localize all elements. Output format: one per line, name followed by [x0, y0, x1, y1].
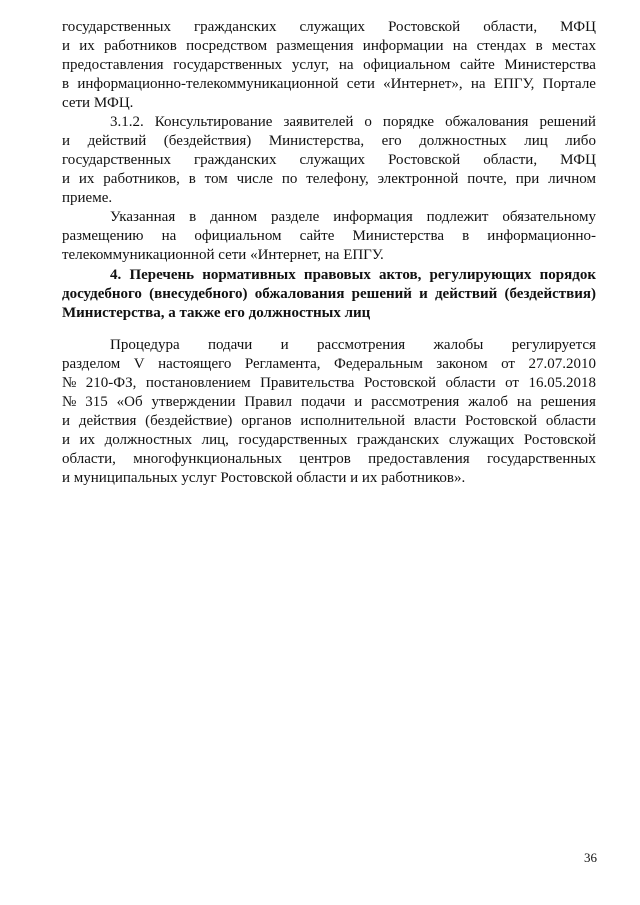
word: (бездействия)	[163, 133, 252, 149]
word: государственных	[62, 152, 171, 168]
word: порядке	[382, 114, 435, 130]
word: Ростовской	[523, 432, 596, 448]
word: обязательному	[502, 209, 596, 225]
word: области,	[483, 19, 538, 35]
word: (бездействие)	[145, 413, 233, 429]
word: рассмотрения	[371, 394, 460, 410]
word: и	[419, 286, 428, 302]
paragraph-line: телекоммуникационной сети «Интернет, на ЕПГУ.	[62, 247, 384, 263]
word: личном	[548, 171, 596, 187]
paragraph-line	[62, 151, 596, 170]
word: решений	[539, 114, 596, 130]
word: предоставления	[62, 57, 164, 73]
word: посредством	[186, 38, 268, 54]
word: решений	[351, 286, 412, 302]
word: Ростовской	[388, 19, 461, 35]
word: области,	[62, 451, 116, 467]
word: Правительства	[260, 375, 355, 391]
word: №	[62, 375, 77, 391]
word: Указанная	[110, 209, 176, 225]
word: официальном	[363, 57, 451, 73]
paragraph-line	[62, 37, 596, 56]
word: их	[79, 38, 95, 54]
word: государственных	[238, 432, 348, 448]
paragraph-line	[62, 431, 596, 450]
word: Ростовской	[363, 375, 437, 391]
word: лиц	[524, 133, 548, 149]
word: законом	[436, 356, 488, 372]
word: и	[62, 413, 71, 429]
word: почте,	[467, 171, 507, 187]
word: обжалования	[254, 286, 345, 302]
paragraph-line: сети МФЦ.	[62, 95, 134, 111]
section-heading: Министерства, а также его должностных лиц	[62, 305, 371, 321]
word: официальном	[194, 228, 282, 244]
word: в	[62, 76, 70, 92]
word: рассмотрения	[317, 337, 406, 353]
word: в	[535, 38, 543, 54]
word: данном	[210, 209, 258, 225]
word: о	[364, 114, 372, 130]
word: «Интернет»,	[383, 76, 463, 92]
word: информации	[362, 38, 444, 54]
word: подачи	[207, 337, 253, 353]
word: (бездействия)	[504, 286, 596, 302]
word: центров	[299, 451, 351, 467]
word: регулируется	[511, 337, 596, 353]
word: ЕПГУ,	[493, 76, 535, 92]
word: 210-ФЗ,	[85, 375, 137, 391]
word: (внесудебного)	[149, 286, 248, 302]
word: служащих	[299, 19, 366, 35]
word: гражданских	[194, 152, 277, 168]
section-heading	[62, 285, 596, 304]
word: подлежит	[426, 209, 489, 225]
word: работников	[104, 38, 177, 54]
word: области,	[483, 152, 538, 168]
paragraph-line	[62, 450, 596, 469]
word: исполнительной	[300, 413, 406, 429]
word: том	[204, 171, 228, 187]
word: работников,	[103, 171, 180, 187]
word: телефону,	[306, 171, 369, 187]
word: служащих	[448, 432, 515, 448]
word: разделом	[62, 356, 121, 372]
paragraph-line	[62, 393, 596, 412]
word: правовых	[303, 267, 371, 283]
word: сайте	[459, 57, 495, 73]
word: на	[516, 394, 532, 410]
word: МФЦ	[560, 152, 596, 168]
word: 3.1.2.	[110, 114, 144, 130]
word: на	[338, 57, 354, 73]
word: должностных	[104, 432, 193, 448]
word: государственных	[173, 57, 283, 73]
word: и	[62, 133, 71, 149]
word: на	[452, 38, 468, 54]
paragraph-line	[62, 56, 596, 75]
page-number: 36	[584, 850, 597, 865]
paragraph-line: приеме.	[62, 190, 113, 206]
word: числе	[236, 171, 273, 187]
paragraph-line	[62, 132, 596, 151]
word: 4.	[110, 267, 122, 283]
word: Федеральным	[334, 356, 423, 372]
word: при	[515, 171, 540, 187]
word: Регламента,	[244, 356, 321, 372]
word: жалобы	[433, 337, 484, 353]
word: Консультирование	[154, 114, 273, 130]
paragraph-line	[62, 374, 596, 393]
word: №	[62, 394, 77, 410]
word: сайте	[299, 228, 335, 244]
word: размещения	[276, 38, 354, 54]
word: подачи	[300, 394, 346, 410]
word: и	[62, 432, 71, 448]
word: гражданских	[194, 19, 277, 35]
word: от	[501, 356, 515, 372]
word: и	[62, 38, 71, 54]
paragraph-line	[62, 18, 596, 37]
paragraph-line	[110, 113, 596, 132]
word: регулирующих	[429, 267, 532, 283]
word: разделе	[271, 209, 320, 225]
word: и	[354, 394, 363, 410]
word: по	[281, 171, 298, 187]
word: органов	[241, 413, 292, 429]
word: услуг,	[291, 57, 330, 73]
word: заявителей	[283, 114, 354, 130]
word: их	[79, 432, 96, 448]
word: Ростовской	[388, 152, 461, 168]
word: Министерства,	[268, 133, 365, 149]
word: сети	[346, 76, 375, 92]
word: многофункциональных	[133, 451, 282, 467]
word: государственных	[487, 451, 596, 467]
word: 315	[85, 394, 108, 410]
word: Процедура	[110, 337, 180, 353]
word: Ростовской	[464, 413, 538, 429]
word: досудебного	[62, 286, 142, 302]
word: информационно-	[487, 228, 596, 244]
section-heading	[110, 266, 596, 285]
paragraph-line: и муниципальных услуг Ростовской области и их работников».	[62, 470, 466, 486]
word: утверждении	[151, 394, 236, 410]
word: информационно-телекоммуникационной	[77, 76, 339, 92]
word: и	[280, 337, 289, 353]
word: действий	[87, 133, 147, 149]
paragraph-line	[62, 412, 596, 431]
word: решения	[540, 394, 596, 410]
word: нормативных	[202, 267, 296, 283]
word: «Об	[116, 394, 143, 410]
paragraph-line	[62, 227, 596, 246]
word: Министерства	[352, 228, 445, 244]
word: порядок	[539, 267, 596, 283]
paragraph-line	[62, 75, 596, 94]
word: размещению	[62, 228, 144, 244]
word: информация	[333, 209, 413, 225]
word: действий	[434, 286, 498, 302]
paragraph-line	[62, 170, 596, 189]
word: в	[188, 171, 196, 187]
word: настоящего	[158, 356, 232, 372]
word: обжалования	[445, 114, 529, 130]
word: его	[381, 133, 402, 149]
word: гражданских	[356, 432, 440, 448]
word: действия	[78, 413, 137, 429]
word: 16.05.2018	[528, 375, 596, 391]
word: Министерства	[504, 57, 596, 73]
word: на	[161, 228, 177, 244]
word: Перечень	[129, 267, 195, 283]
word: местах	[551, 38, 596, 54]
word: Правил	[244, 394, 293, 410]
word: V	[133, 356, 145, 372]
word: предоставления	[368, 451, 470, 467]
word: области	[545, 413, 596, 429]
word: в	[189, 209, 197, 225]
word: электронной	[377, 171, 459, 187]
word: жалоб	[468, 394, 508, 410]
paragraph-line	[110, 208, 596, 227]
word: постановлением	[145, 375, 251, 391]
word: либо	[565, 133, 596, 149]
word: 27.07.2010	[528, 356, 596, 372]
word: Портале	[542, 76, 596, 92]
word: и	[62, 171, 71, 187]
word: на	[470, 76, 486, 92]
word: стендах	[476, 38, 527, 54]
word: служащих	[299, 152, 366, 168]
word: области	[445, 375, 496, 391]
word: лиц,	[201, 432, 229, 448]
word: государственных	[62, 19, 171, 35]
word: в	[462, 228, 470, 244]
word: должностных	[419, 133, 507, 149]
word: власти	[413, 413, 457, 429]
word: актов,	[379, 267, 422, 283]
paragraph-line	[62, 355, 596, 374]
word: МФЦ	[560, 19, 596, 35]
word: их	[78, 171, 95, 187]
word: от	[505, 375, 519, 391]
paragraph-line	[110, 336, 596, 355]
